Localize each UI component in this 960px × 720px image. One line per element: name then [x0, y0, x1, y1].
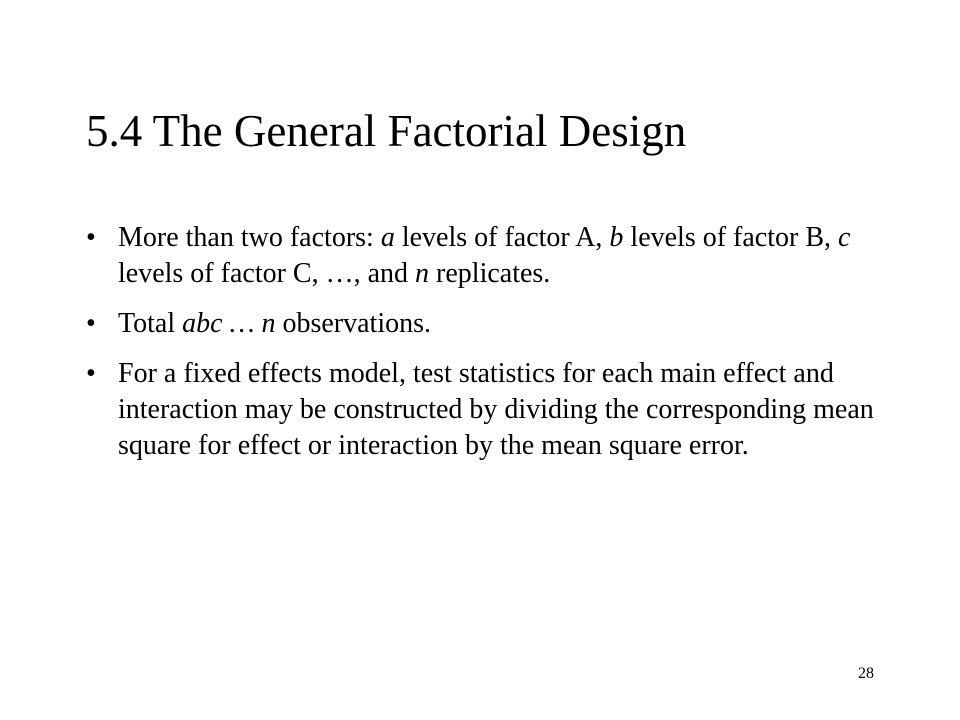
bullet-item — [86, 356, 876, 464]
text-run: observations. — [275, 308, 431, 339]
text-run: levels of factor C, …, and — [118, 258, 416, 289]
bullet-item — [86, 220, 876, 292]
text-run: b — [609, 222, 624, 253]
bullet-text — [118, 222, 850, 289]
text-run: replicates. — [429, 258, 551, 289]
text-run: n — [415, 258, 430, 289]
text-run: levels of factor A, — [394, 222, 610, 253]
text-run: abc … n — [182, 308, 276, 339]
bullet-text — [118, 358, 874, 461]
bullet-icon: • — [86, 222, 96, 253]
page-number: 28 — [858, 665, 874, 682]
bullet-icon: • — [86, 308, 96, 339]
bullet-icon: • — [86, 358, 96, 389]
bullet-list — [86, 220, 876, 478]
text-run: levels of factor B, — [623, 222, 839, 253]
text-run: Total — [118, 308, 183, 339]
slide-title: 5.4 The General Factorial Design — [86, 106, 687, 156]
bullet-text — [118, 308, 431, 339]
text-run: More than two factors: — [118, 222, 381, 253]
text-run: For a fixed effects model, test statistics for each main effect and interaction may be constructed by dividing the corresponding mean square for effect or interaction by the mean square error. — [118, 358, 874, 461]
bullet-item — [86, 306, 876, 342]
text-run: c — [838, 222, 851, 253]
text-run: a — [380, 222, 395, 253]
